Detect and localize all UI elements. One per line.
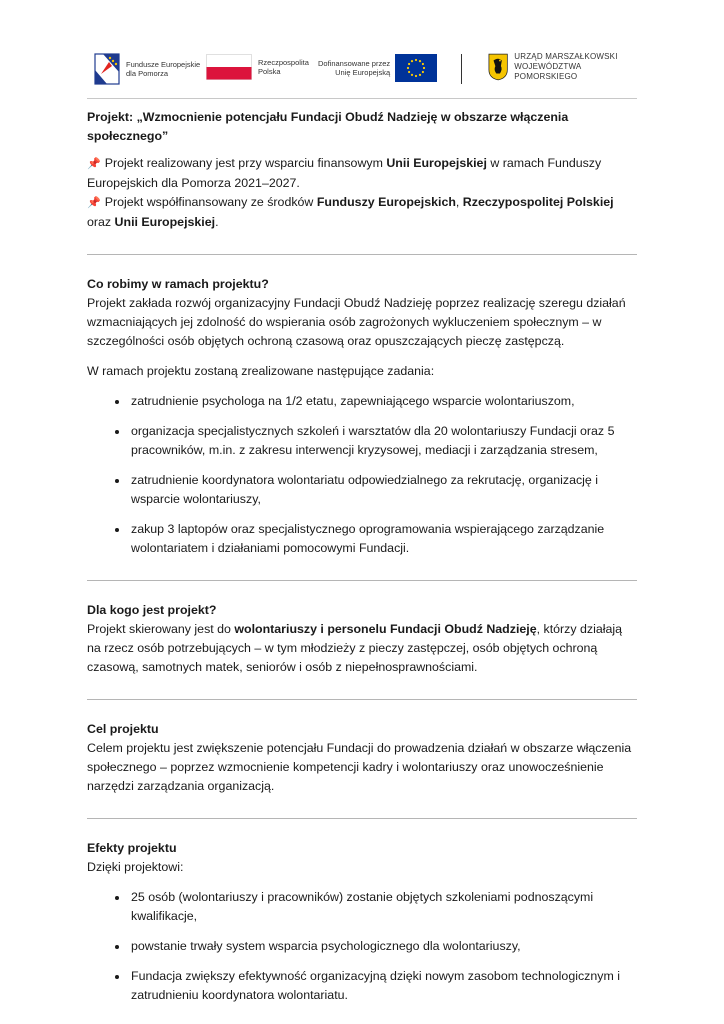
section-paragraph: Projekt zakłada rozwój organizacyjny Fundacji Obudź Nadzieję poprzez realizację szeregu działań wzmacniających jej zdolność do wspierania osób zagrożonych wykluczeniem społecznym – w szczególności osób objętych ochroną czasową oraz opuszczających pieczę zastępczą. [87, 296, 626, 348]
effects-list [87, 888, 637, 1005]
um-logo [488, 52, 636, 82]
list-item: • powstanie trwały system wsparcia psychologicznego dla wolontariuszy, [129, 937, 637, 956]
rp-logo-line1: Rzeczpospolita [258, 58, 309, 67]
section-paragraph: Celem projektu jest zwiększenie potencjału Fundacji do prowadzenia działań w obszarze włączenia społecznego – poprzez wzmocnienie kompetencji kadry i wolontariuszy oraz unowocześnienie narzędzi zarządzania organizacją. [87, 741, 632, 793]
griffin-crest-icon [488, 52, 508, 82]
eu-flag-icon [395, 54, 437, 82]
um-logo-line1: URZĄD MARSZAŁKOWSKI [514, 52, 618, 61]
logo-separator [461, 54, 462, 84]
list-item: • Fundacja zwiększy efektywność organizacyjną dzięki nowym zasobom technologicznym i zatrudnieniu koordynatora wolontariatu. [129, 967, 637, 1005]
eu-logo-line2: Unię Europejską [335, 68, 391, 77]
pushpin-icon: 📌 [87, 158, 101, 170]
document-content [87, 98, 637, 1005]
section-heading-what-we-do: Co robimy w ramach projektu? [87, 277, 269, 291]
eu-logo-line1: Dofinansowane przez [318, 59, 391, 68]
fe-logo-line2: dla Pomorza [126, 69, 169, 78]
eu-logo [318, 54, 437, 82]
divider [87, 98, 637, 99]
section-heading-effects: Efekty projektu [87, 841, 177, 855]
rp-logo [206, 54, 309, 80]
tasks-intro: W ramach projektu zostaną zrealizowane następujące zadania: [87, 364, 435, 378]
fe-logo-icon [93, 52, 121, 86]
rp-logo-line2: Polska [258, 67, 281, 76]
polish-flag-icon [206, 54, 252, 80]
um-logo-text [514, 52, 636, 82]
section-heading-goal: Cel projektu [87, 722, 159, 736]
funding-note-1: 📌 Projekt realizowany jest przy wsparciu finansowym Unii Europejskiej w ramach Funduszy Europejskich dla Pomorza 2021–2027. [87, 156, 602, 190]
section-paragraph: Projekt skierowany jest do wolontariuszy i personelu Fundacji Obudź Nadzieję, którzy działają na rzecz osób potrzebujących – w tym młodzieży z pieczy zastępczej, osób objętych ochroną czasową, samotnych matek, seniorów i osób z niepełnosprawnościami. [87, 622, 623, 674]
list-item: • zatrudnienie psychologa na 1/2 etatu, zapewniającego wsparcie wolontariuszom, [129, 392, 637, 411]
effects-intro: Dzięki projektowi: [87, 860, 184, 874]
fe-logo-text [126, 60, 200, 78]
list-item: • organizacja specjalistycznych szkoleń i warsztatów dla 20 wolontariuszy Fundacji oraz 5 pracowników, m.in. z zakresu interwencji kryzysowej, mediacji i zarządzania stresem, [129, 422, 637, 460]
list-item: • zakup 3 laptopów oraz specjalistycznego oprogramowania wspierającego zarządzanie wolontariatem i działaniami pomocowymi Fundacji. [129, 520, 637, 558]
list-item: • 25 osób (wolontariuszy i pracowników) zostanie objętych szkoleniami podnoszącymi kwalifikacje, [129, 888, 637, 926]
fe-logo [93, 52, 200, 86]
list-item: • zatrudnienie koordynatora wolontariatu odpowiedzialnego za rekrutację, organizację i wsparcie wolontariuszy, [129, 471, 637, 509]
pushpin-icon: 📌 [87, 197, 101, 209]
um-logo-line2: WOJEWÓDZTWA POMORSKIEGO [514, 62, 582, 81]
eu-logo-text [318, 59, 390, 77]
rp-logo-text [258, 58, 309, 76]
project-title: Projekt: „Wzmocnienie potencjału Fundacji Obudź Nadzieję w obszarze włączenia społecznego” [87, 110, 569, 143]
logo-bar [88, 50, 636, 90]
fe-logo-line1: Fundusze Europejskie [126, 60, 201, 69]
section-heading-target-group: Dla kogo jest projekt? [87, 603, 217, 617]
tasks-list [87, 392, 637, 558]
funding-note-2: 📌 Projekt współfinansowany ze środków Funduszy Europejskich, Rzeczypospolitej Polskiej oraz Unii Europejskiej. [87, 195, 614, 229]
